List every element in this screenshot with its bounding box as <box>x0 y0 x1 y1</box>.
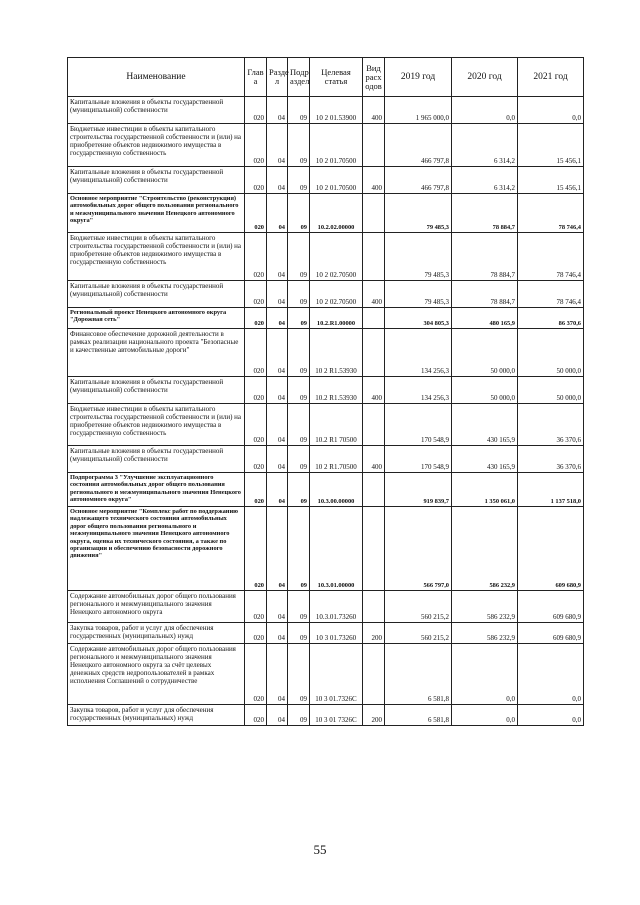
cell-razdel: 04 <box>267 167 288 194</box>
cell-y2021: 15 456,1 <box>518 167 584 194</box>
table-row <box>68 473 584 507</box>
cell-y2021: 1 137 518,0 <box>518 473 584 507</box>
cell-razdel: 04 <box>267 194 288 233</box>
cell-y2019: 466 797,8 <box>385 167 452 194</box>
cell-glava: 020 <box>245 167 267 194</box>
cell-podrazdel: 09 <box>288 194 310 233</box>
cell-name: Основное мероприятие "Строительство (реконструкция) автомобильных дорог общего пользования регионального и межмуниципального значения Ненецкого автономного округа" <box>68 194 245 233</box>
cell-razdel: 04 <box>267 473 288 507</box>
cell-y2019: 560 215,2 <box>385 591 452 623</box>
table-row <box>68 623 584 644</box>
cell-y2019: 134 256,3 <box>385 329 452 377</box>
cell-y2020: 50 000,0 <box>452 377 518 404</box>
cell-article: 10 3 01.7326С <box>310 644 363 705</box>
table-row <box>68 591 584 623</box>
cell-name: Капитальные вложения в объекты государственной (муниципальной) собственности <box>68 167 245 194</box>
cell-glava: 020 <box>245 97 267 124</box>
cell-y2021: 78 746,4 <box>518 194 584 233</box>
cell-razdel: 04 <box>267 705 288 726</box>
cell-y2021: 0,0 <box>518 97 584 124</box>
cell-y2020: 586 232,9 <box>452 623 518 644</box>
cell-article: 10.2.02.00000 <box>310 194 363 233</box>
cell-glava: 020 <box>245 644 267 705</box>
cell-vid: 400 <box>363 377 385 404</box>
cell-razdel: 04 <box>267 377 288 404</box>
cell-y2020: 430 165,9 <box>452 446 518 473</box>
cell-article: 10.2 R1 70500 <box>310 404 363 446</box>
header-y2019: 2019 год <box>385 58 452 97</box>
header-y2021: 2021 год <box>518 58 584 97</box>
table-row <box>68 377 584 404</box>
cell-y2021: 86 370,6 <box>518 308 584 329</box>
cell-vid: 400 <box>363 97 385 124</box>
cell-podrazdel: 09 <box>288 377 310 404</box>
cell-y2020: 6 314,2 <box>452 167 518 194</box>
cell-vid <box>363 329 385 377</box>
cell-razdel: 04 <box>267 281 288 308</box>
cell-article: 10 2 01.70500 <box>310 167 363 194</box>
page-number: 55 <box>313 842 327 857</box>
table-row <box>68 329 584 377</box>
table-row <box>68 167 584 194</box>
cell-glava: 020 <box>245 194 267 233</box>
cell-y2020: 1 350 061,0 <box>452 473 518 507</box>
cell-vid <box>363 308 385 329</box>
cell-y2020: 78 884,7 <box>452 281 518 308</box>
cell-y2020: 430 165,9 <box>452 404 518 446</box>
cell-y2020: 6 314,2 <box>452 124 518 167</box>
cell-y2019: 6 581,8 <box>385 705 452 726</box>
cell-y2021: 36 370,6 <box>518 404 584 446</box>
cell-article: 10 2 02.70500 <box>310 281 363 308</box>
header-name: Наименование <box>68 58 245 97</box>
cell-name: Содержание автомобильных дорог общего пользования регионального и межмуниципального значения Ненецкого автономного округа <box>68 591 245 623</box>
cell-glava: 020 <box>245 281 267 308</box>
cell-y2020: 78 884,7 <box>452 233 518 281</box>
cell-razdel: 04 <box>267 329 288 377</box>
table-row <box>68 446 584 473</box>
cell-podrazdel: 09 <box>288 623 310 644</box>
table-row <box>68 308 584 329</box>
cell-vid: 400 <box>363 446 385 473</box>
cell-name: Закупка товаров, работ и услуг для обеспечения государственных (муниципальных) нужд <box>68 705 245 726</box>
cell-podrazdel: 09 <box>288 591 310 623</box>
cell-y2020: 0,0 <box>452 97 518 124</box>
cell-y2020: 78 884,7 <box>452 194 518 233</box>
cell-article: 10.3.01.00000 <box>310 507 363 591</box>
cell-y2021: 50 000,0 <box>518 329 584 377</box>
cell-vid <box>363 591 385 623</box>
cell-y2021: 36 370,6 <box>518 446 584 473</box>
cell-glava: 020 <box>245 124 267 167</box>
cell-vid <box>363 124 385 167</box>
header-y2020: 2020 год <box>452 58 518 97</box>
cell-y2021: 78 746,4 <box>518 281 584 308</box>
cell-article: 10 2 R1.53930 <box>310 329 363 377</box>
cell-podrazdel: 09 <box>288 124 310 167</box>
cell-glava: 020 <box>245 623 267 644</box>
table-row <box>68 124 584 167</box>
cell-y2019: 170 548,9 <box>385 404 452 446</box>
cell-name: Капитальные вложения в объекты государственной (муниципальной) собственности <box>68 281 245 308</box>
cell-podrazdel: 09 <box>288 167 310 194</box>
cell-article: 10.2 R1.53930 <box>310 377 363 404</box>
cell-y2020: 586 232,9 <box>452 591 518 623</box>
cell-podrazdel: 09 <box>288 233 310 281</box>
cell-podrazdel: 09 <box>288 446 310 473</box>
table-row <box>68 404 584 446</box>
cell-glava: 020 <box>245 308 267 329</box>
cell-y2020: 586 232,9 <box>452 507 518 591</box>
cell-podrazdel: 09 <box>288 507 310 591</box>
cell-vid <box>363 473 385 507</box>
cell-y2021: 15 456,1 <box>518 124 584 167</box>
table-row <box>68 281 584 308</box>
cell-podrazdel: 09 <box>288 404 310 446</box>
cell-name: Бюджетные инвестиции в объекты капитального строительства государственной собственности и (или) на приобретение объектов недвижимого имущества в государственную собственность <box>68 233 245 281</box>
cell-y2019: 6 581,8 <box>385 644 452 705</box>
table-row <box>68 507 584 591</box>
cell-article: 10.3.00.00000 <box>310 473 363 507</box>
cell-name: Подпрограмма 3 "Улучшение эксплуатационного состояния автомобильных дорог общего пользования регионального и межмуниципального значения Ненецкого автономного округа" <box>68 473 245 507</box>
cell-glava: 020 <box>245 404 267 446</box>
cell-y2020: 0,0 <box>452 644 518 705</box>
header-article: Целевая статья <box>310 58 363 97</box>
cell-y2020: 480 165,9 <box>452 308 518 329</box>
cell-y2019: 919 839,7 <box>385 473 452 507</box>
cell-vid: 400 <box>363 281 385 308</box>
cell-vid <box>363 404 385 446</box>
cell-name: Региональный проект Ненецкого автономного округа "Дорожная сеть" <box>68 308 245 329</box>
cell-vid: 200 <box>363 705 385 726</box>
cell-name: Финансовое обеспечение дорожной деятельности в рамках реализации национального проекта "Безопасные и качественные автомобильные дороги" <box>68 329 245 377</box>
cell-name: Капитальные вложения в объекты государственной (муниципальной) собственности <box>68 97 245 124</box>
cell-vid: 200 <box>363 623 385 644</box>
cell-y2021: 609 680,9 <box>518 507 584 591</box>
table-row <box>68 233 584 281</box>
cell-y2019: 560 215,2 <box>385 623 452 644</box>
cell-y2021: 609 680,9 <box>518 591 584 623</box>
cell-y2019: 79 485,3 <box>385 233 452 281</box>
table-row <box>68 194 584 233</box>
cell-name: Основное мероприятие "Комплекс работ по поддержанию надлежащего технического состояния автомобильных дорог общего пользования регионального и межмуниципального значения Ненецкого автономного округа, оценка их технического состояния, а также по организации и обеспечению безопасности дорожного движения" <box>68 507 245 591</box>
cell-name: Бюджетные инвестиции в объекты капитального строительства государственной собственности и (или) на приобретение объектов недвижимого имущества в государственную собственность <box>68 404 245 446</box>
cell-y2020: 50 000,0 <box>452 329 518 377</box>
cell-article: 10 2 01.70500 <box>310 124 363 167</box>
cell-razdel: 04 <box>267 124 288 167</box>
cell-glava: 020 <box>245 705 267 726</box>
cell-vid <box>363 644 385 705</box>
header-podrazdel: Подр аздел <box>288 58 310 97</box>
cell-razdel: 04 <box>267 97 288 124</box>
table-row <box>68 97 584 124</box>
cell-vid <box>363 194 385 233</box>
cell-podrazdel: 09 <box>288 644 310 705</box>
cell-glava: 020 <box>245 507 267 591</box>
cell-y2021: 78 746,4 <box>518 233 584 281</box>
budget-table <box>67 57 584 726</box>
cell-name: Закупка товаров, работ и услуг для обеспечения государственных (муниципальных) нужд <box>68 623 245 644</box>
cell-podrazdel: 09 <box>288 705 310 726</box>
cell-razdel: 04 <box>267 404 288 446</box>
cell-glava: 020 <box>245 473 267 507</box>
cell-name: Бюджетные инвестиции в объекты капитального строительства государственной собственности и (или) на приобретение объектов недвижимого имущества в государственную собственность <box>68 124 245 167</box>
cell-y2021: 0,0 <box>518 705 584 726</box>
cell-vid <box>363 507 385 591</box>
table-row <box>68 705 584 726</box>
cell-y2020: 0,0 <box>452 705 518 726</box>
cell-y2019: 566 797,0 <box>385 507 452 591</box>
cell-razdel: 04 <box>267 644 288 705</box>
cell-article: 10 2 02.70500 <box>310 233 363 281</box>
cell-y2019: 79 485,3 <box>385 194 452 233</box>
cell-y2021: 0,0 <box>518 644 584 705</box>
cell-y2021: 50 000,0 <box>518 377 584 404</box>
cell-podrazdel: 09 <box>288 329 310 377</box>
header-vid: Вид расх одов <box>363 58 385 97</box>
cell-article: 10 2 01.53900 <box>310 97 363 124</box>
cell-article: 10.2.R1.00000 <box>310 308 363 329</box>
table-body <box>68 97 584 726</box>
cell-article: 10 3 01 7326С <box>310 705 363 726</box>
cell-podrazdel: 09 <box>288 308 310 329</box>
cell-razdel: 04 <box>267 507 288 591</box>
cell-y2019: 170 548,9 <box>385 446 452 473</box>
header-glava: Глав а <box>245 58 267 97</box>
cell-y2019: 134 256,3 <box>385 377 452 404</box>
cell-glava: 020 <box>245 446 267 473</box>
cell-article: 10.3.01.73260 <box>310 591 363 623</box>
cell-razdel: 04 <box>267 591 288 623</box>
cell-y2021: 609 680,9 <box>518 623 584 644</box>
cell-article: 10 3 01.73260 <box>310 623 363 644</box>
cell-glava: 020 <box>245 591 267 623</box>
header-razdel: Разде л <box>267 58 288 97</box>
cell-y2019: 466 797,8 <box>385 124 452 167</box>
table-header-row <box>68 58 584 97</box>
cell-glava: 020 <box>245 377 267 404</box>
cell-razdel: 04 <box>267 446 288 473</box>
cell-glava: 020 <box>245 329 267 377</box>
cell-article: 10 2 R1.70500 <box>310 446 363 473</box>
cell-name: Капитальные вложения в объекты государственной (муниципальной) собственности <box>68 446 245 473</box>
cell-glava: 020 <box>245 233 267 281</box>
cell-vid <box>363 233 385 281</box>
cell-y2019: 79 485,3 <box>385 281 452 308</box>
cell-razdel: 04 <box>267 308 288 329</box>
table-row <box>68 644 584 705</box>
cell-podrazdel: 09 <box>288 97 310 124</box>
cell-name: Содержание автомобильных дорог общего пользования регионального и межмуниципального значения Ненецкого автономного округа за счёт целевых денежных средств недропользователей в рамках исполнения Соглашений о сотрудничестве <box>68 644 245 705</box>
cell-podrazdel: 09 <box>288 473 310 507</box>
cell-razdel: 04 <box>267 233 288 281</box>
cell-vid: 400 <box>363 167 385 194</box>
cell-podrazdel: 09 <box>288 281 310 308</box>
cell-y2019: 1 965 000,0 <box>385 97 452 124</box>
cell-razdel: 04 <box>267 623 288 644</box>
cell-y2019: 304 805,3 <box>385 308 452 329</box>
cell-name: Капитальные вложения в объекты государственной (муниципальной) собственности <box>68 377 245 404</box>
